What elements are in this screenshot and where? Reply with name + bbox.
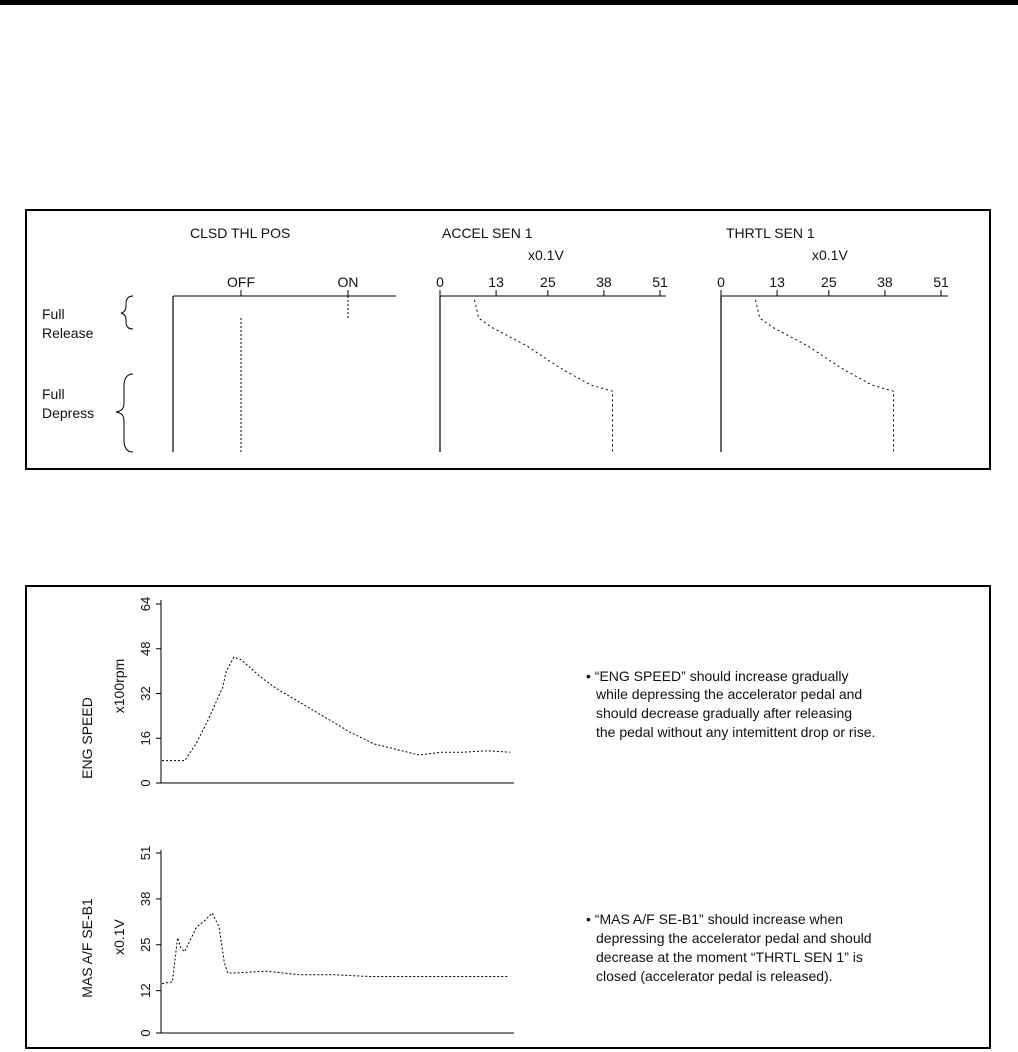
y-ticks: [138, 846, 161, 1037]
series-name-label: MAS A/F SE-B1: [79, 898, 95, 998]
note-line: should decrease gradually after releasing: [596, 705, 853, 721]
depress-brace: [116, 374, 133, 452]
chart-title: THRTL SEN 1: [726, 225, 815, 241]
tick-label: 25: [540, 274, 556, 290]
mas-af-note: [586, 911, 872, 984]
tick-label: 13: [488, 274, 504, 290]
chart-accel-sen-1: [436, 225, 668, 452]
tick-label: 51: [933, 274, 949, 290]
x-ticks: [436, 274, 668, 296]
tick-label: 12: [138, 983, 153, 998]
tick-label-off: OFF: [227, 274, 255, 290]
chart-mas-af-se-b1: [79, 846, 872, 1037]
note-line: decrease at the moment “THRTL SEN 1” is: [596, 949, 863, 965]
x-ticks: [717, 274, 949, 296]
note-line: depressing the accelerator pedal and should: [596, 930, 872, 946]
eng-speed-trace: [162, 657, 510, 761]
chart-title: ACCEL SEN 1: [442, 225, 533, 241]
note-line: • “ENG SPEED” should increase gradually: [586, 668, 849, 684]
note-line: • “MAS A/F SE-B1” should increase when: [586, 911, 844, 927]
full-release-label-2: Release: [42, 325, 94, 341]
tick-label: 38: [596, 274, 612, 290]
series-name-label: ENG SPEED: [79, 697, 95, 779]
tick-label: 51: [652, 274, 668, 290]
tick-label: 32: [138, 686, 153, 701]
tick-label: 51: [138, 845, 153, 861]
thrtl-sen-trace: [756, 300, 894, 452]
tick-label: 0: [717, 274, 725, 290]
eng-speed-note: [586, 668, 875, 740]
chart-clsd-thl-pos: [173, 225, 396, 452]
chart-eng-speed: [79, 597, 875, 787]
full-depress-label-2: Depress: [42, 405, 95, 421]
unit-label: x0.1V: [528, 247, 564, 263]
full-release-label-1: Full: [42, 306, 65, 322]
tick-label: 0: [138, 779, 153, 787]
bottom-panel-frame: [26, 586, 990, 1048]
unit-label: x0.1V: [111, 919, 127, 955]
tick-label: 16: [138, 731, 153, 746]
mas-af-trace: [162, 913, 508, 984]
chart-thrtl-sen-1: [717, 225, 949, 452]
tick-label: 13: [769, 274, 785, 290]
row-labels: [42, 296, 133, 452]
note-line: while depressing the accelerator pedal and: [596, 686, 863, 702]
tick-label: 25: [138, 937, 153, 952]
tick-label: 0: [138, 1029, 153, 1037]
chart-title: CLSD THL POS: [190, 225, 291, 241]
accel-sen-trace: [475, 300, 613, 452]
note-line: the pedal without any intemittent drop or rise.: [596, 724, 876, 740]
full-depress-label-1: Full: [42, 386, 65, 402]
tick-label: 64: [138, 596, 153, 612]
unit-label: x0.1V: [812, 247, 848, 263]
tick-label: 38: [877, 274, 893, 290]
tick-label: 38: [138, 891, 153, 907]
tick-label-on: ON: [337, 274, 359, 290]
tick-label: 0: [436, 274, 444, 290]
tick-label: 48: [138, 641, 153, 656]
note-line: closed (accelerator pedal is released).: [596, 968, 833, 984]
unit-label: x100rpm: [111, 658, 127, 714]
y-ticks: [138, 597, 161, 787]
tick-label: 25: [821, 274, 837, 290]
release-brace: [121, 296, 133, 329]
